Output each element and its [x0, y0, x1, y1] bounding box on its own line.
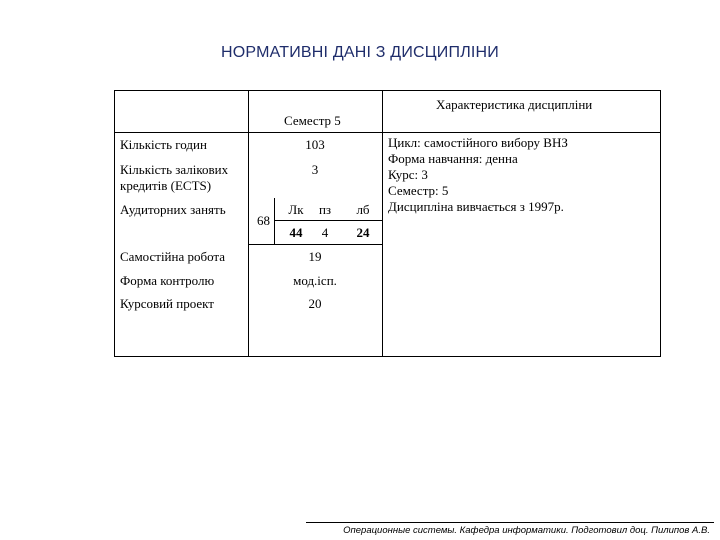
- description-line: Курс: 3: [388, 167, 428, 182]
- page-title: НОРМАТИВНІ ДАНІ З ДИСЦИПЛІНИ: [220, 44, 500, 61]
- pz-value: 4: [321, 225, 329, 240]
- credits-value: 3: [311, 162, 319, 177]
- footer-text: Операционные системы. Кафедра информатики. Подготовил доц. Пилипов А.В.: [343, 525, 710, 536]
- footer-divider: [306, 522, 714, 523]
- lb-value: 24: [356, 225, 370, 240]
- lk-label: Лк: [288, 202, 304, 217]
- table-border-left: [114, 90, 115, 357]
- table-border-top: [114, 90, 661, 91]
- credits-label-line2: кредитів (ECTS): [120, 178, 212, 193]
- table-border-right: [660, 90, 661, 357]
- discipline-description: [388, 135, 568, 215]
- description-line: Цикл: самостійного вибору ВНЗ: [388, 135, 568, 150]
- lb-label: лб: [356, 202, 370, 217]
- project-value: 20: [308, 296, 322, 311]
- discipline-table: [114, 90, 661, 357]
- column-divider-1: [248, 90, 249, 357]
- hours-label: Кількість годин: [120, 137, 207, 152]
- description-line: Дисципліна вивчається з 1997р.: [388, 199, 564, 214]
- lk-value: 44: [289, 225, 303, 240]
- description-line: Семестр: 5: [388, 183, 449, 198]
- control-label: Форма контролю: [120, 273, 215, 288]
- subgrid-separator: [274, 220, 382, 221]
- selfwork-label: Самостійна робота: [120, 249, 226, 264]
- credits-label-line1: Кількість залікових: [120, 162, 229, 177]
- header-separator: [114, 132, 661, 133]
- header-semester: Семестр 5: [284, 113, 341, 128]
- auditory-bottom-separator: [248, 244, 382, 245]
- auditory-total: 68: [257, 213, 270, 228]
- subgrid-divider-left: [274, 198, 275, 244]
- selfwork-value: 19: [308, 249, 322, 264]
- description-line: Форма навчання: денна: [388, 151, 518, 166]
- header-characteristic: Характеристика дисципліни: [436, 97, 593, 112]
- auditory-label: Аудиторних занять: [120, 202, 226, 217]
- hours-value: 103: [305, 137, 325, 152]
- control-value: мод.ісп.: [293, 273, 337, 288]
- column-divider-2: [382, 90, 383, 357]
- project-label: Курсовий проект: [120, 296, 214, 311]
- pz-label: пз: [318, 202, 332, 217]
- table-border-bottom: [114, 356, 661, 357]
